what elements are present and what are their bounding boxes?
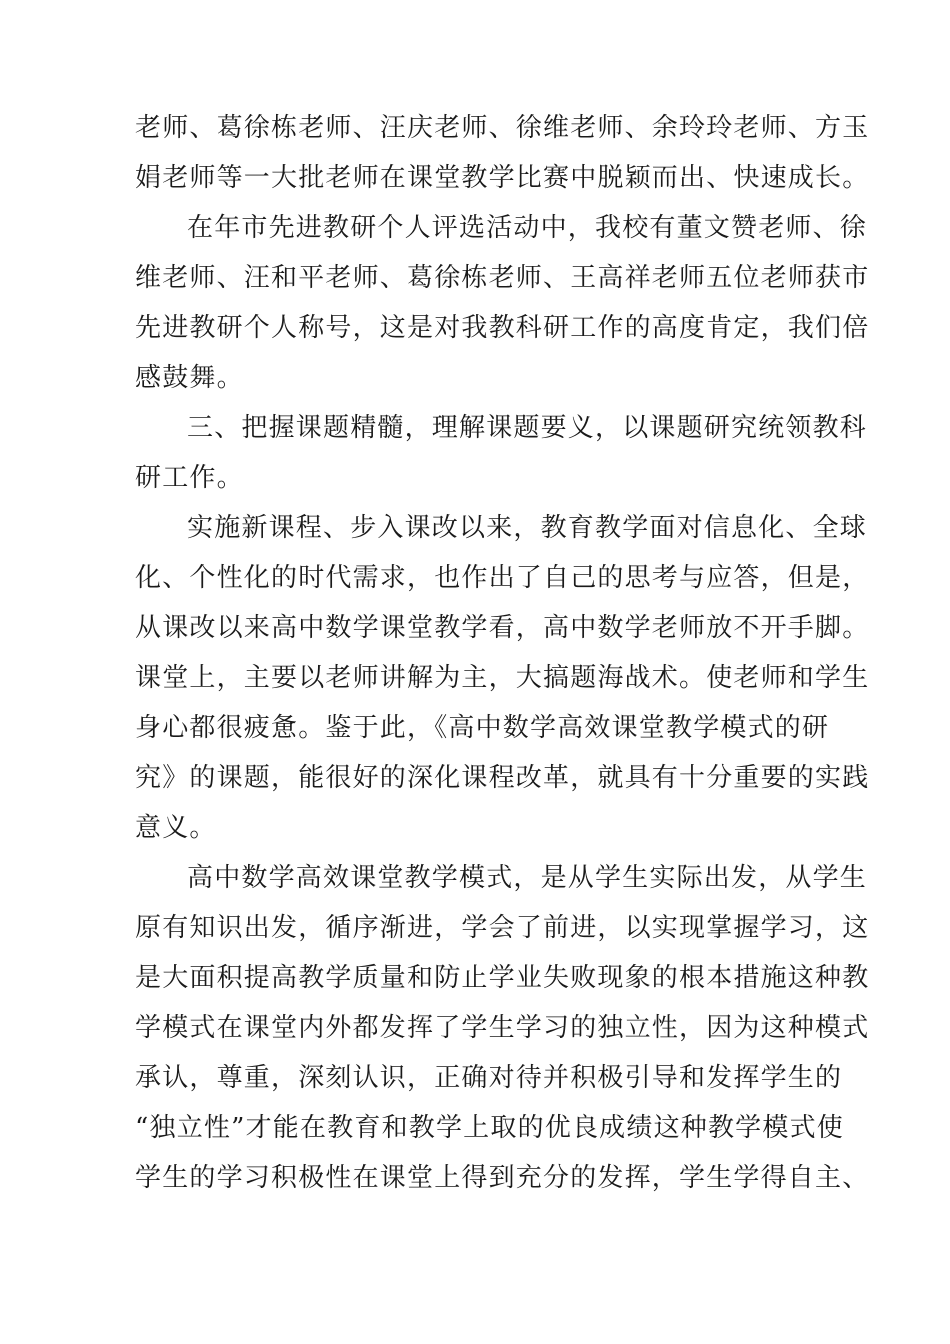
text-line: 承认，尊重，深刻认识，正确对待并积极引导和发挥学生的 bbox=[135, 1063, 843, 1093]
text-line: 从课改以来高中数学课堂教学看，高中数学老师放不开手脚。 bbox=[135, 613, 870, 643]
text-line: 学生的学习积极性在课堂上得到充分的发挥，学生学得自主、 bbox=[135, 1163, 870, 1193]
text-line: 化、个性化的时代需求，也作出了自己的思考与应答，但是， bbox=[135, 563, 870, 593]
text-line: 究》的课题，能很好的深化课程改革，就具有十分重要的实践 bbox=[135, 763, 870, 793]
paragraph-first-line: 高中数学高效课堂教学模式，是从学生实际出发，从学生 bbox=[187, 863, 868, 893]
text-line: 原有知识出发，循序渐进，学会了前进，以实现掌握学习，这 bbox=[135, 913, 870, 943]
text-line: 老师、葛徐栋老师、汪庆老师、徐维老师、余玲玲老师、方玉 bbox=[135, 113, 870, 143]
text-line: “独立性”才能在教育和教学上取的优良成绩这种教学模式使 bbox=[135, 1113, 844, 1143]
section-heading-continued: 研工作。 bbox=[135, 463, 244, 493]
text-line: 娟老师等一大批老师在课堂教学比赛中脱颖而出、快速成长。 bbox=[135, 163, 870, 193]
text-line: 先进教研个人称号，这是对我教科研工作的高度肯定，我们倍 bbox=[135, 313, 870, 343]
paragraph-first-line: 实施新课程、步入课改以来，教育教学面对信息化、全球 bbox=[187, 513, 868, 543]
paragraph-first-line: 在年市先进教研个人评选活动中，我校有董文赞老师、徐 bbox=[187, 213, 868, 243]
text-line: 是大面积提高教学质量和防止学业失败现象的根本措施这种教 bbox=[135, 963, 870, 993]
text-line: 身心都很疲惫。鉴于此，《高中数学高效课堂教学模式的研 bbox=[135, 713, 830, 743]
text-line: 学模式在课堂内外都发挥了学生学习的独立性，因为这种模式 bbox=[135, 1013, 870, 1043]
text-line: 感鼓舞。 bbox=[135, 363, 244, 393]
text-line: 课堂上，主要以老师讲解为主，大搞题海战术。使老师和学生 bbox=[135, 663, 870, 693]
text-line: 意义。 bbox=[135, 813, 217, 843]
text-line: 维老师、汪和平老师、葛徐栋老师、王高祥老师五位老师获市 bbox=[135, 263, 870, 293]
section-heading: 三、把握课题精髓，理解课题要义，以课题研究统领教科 bbox=[187, 413, 868, 443]
